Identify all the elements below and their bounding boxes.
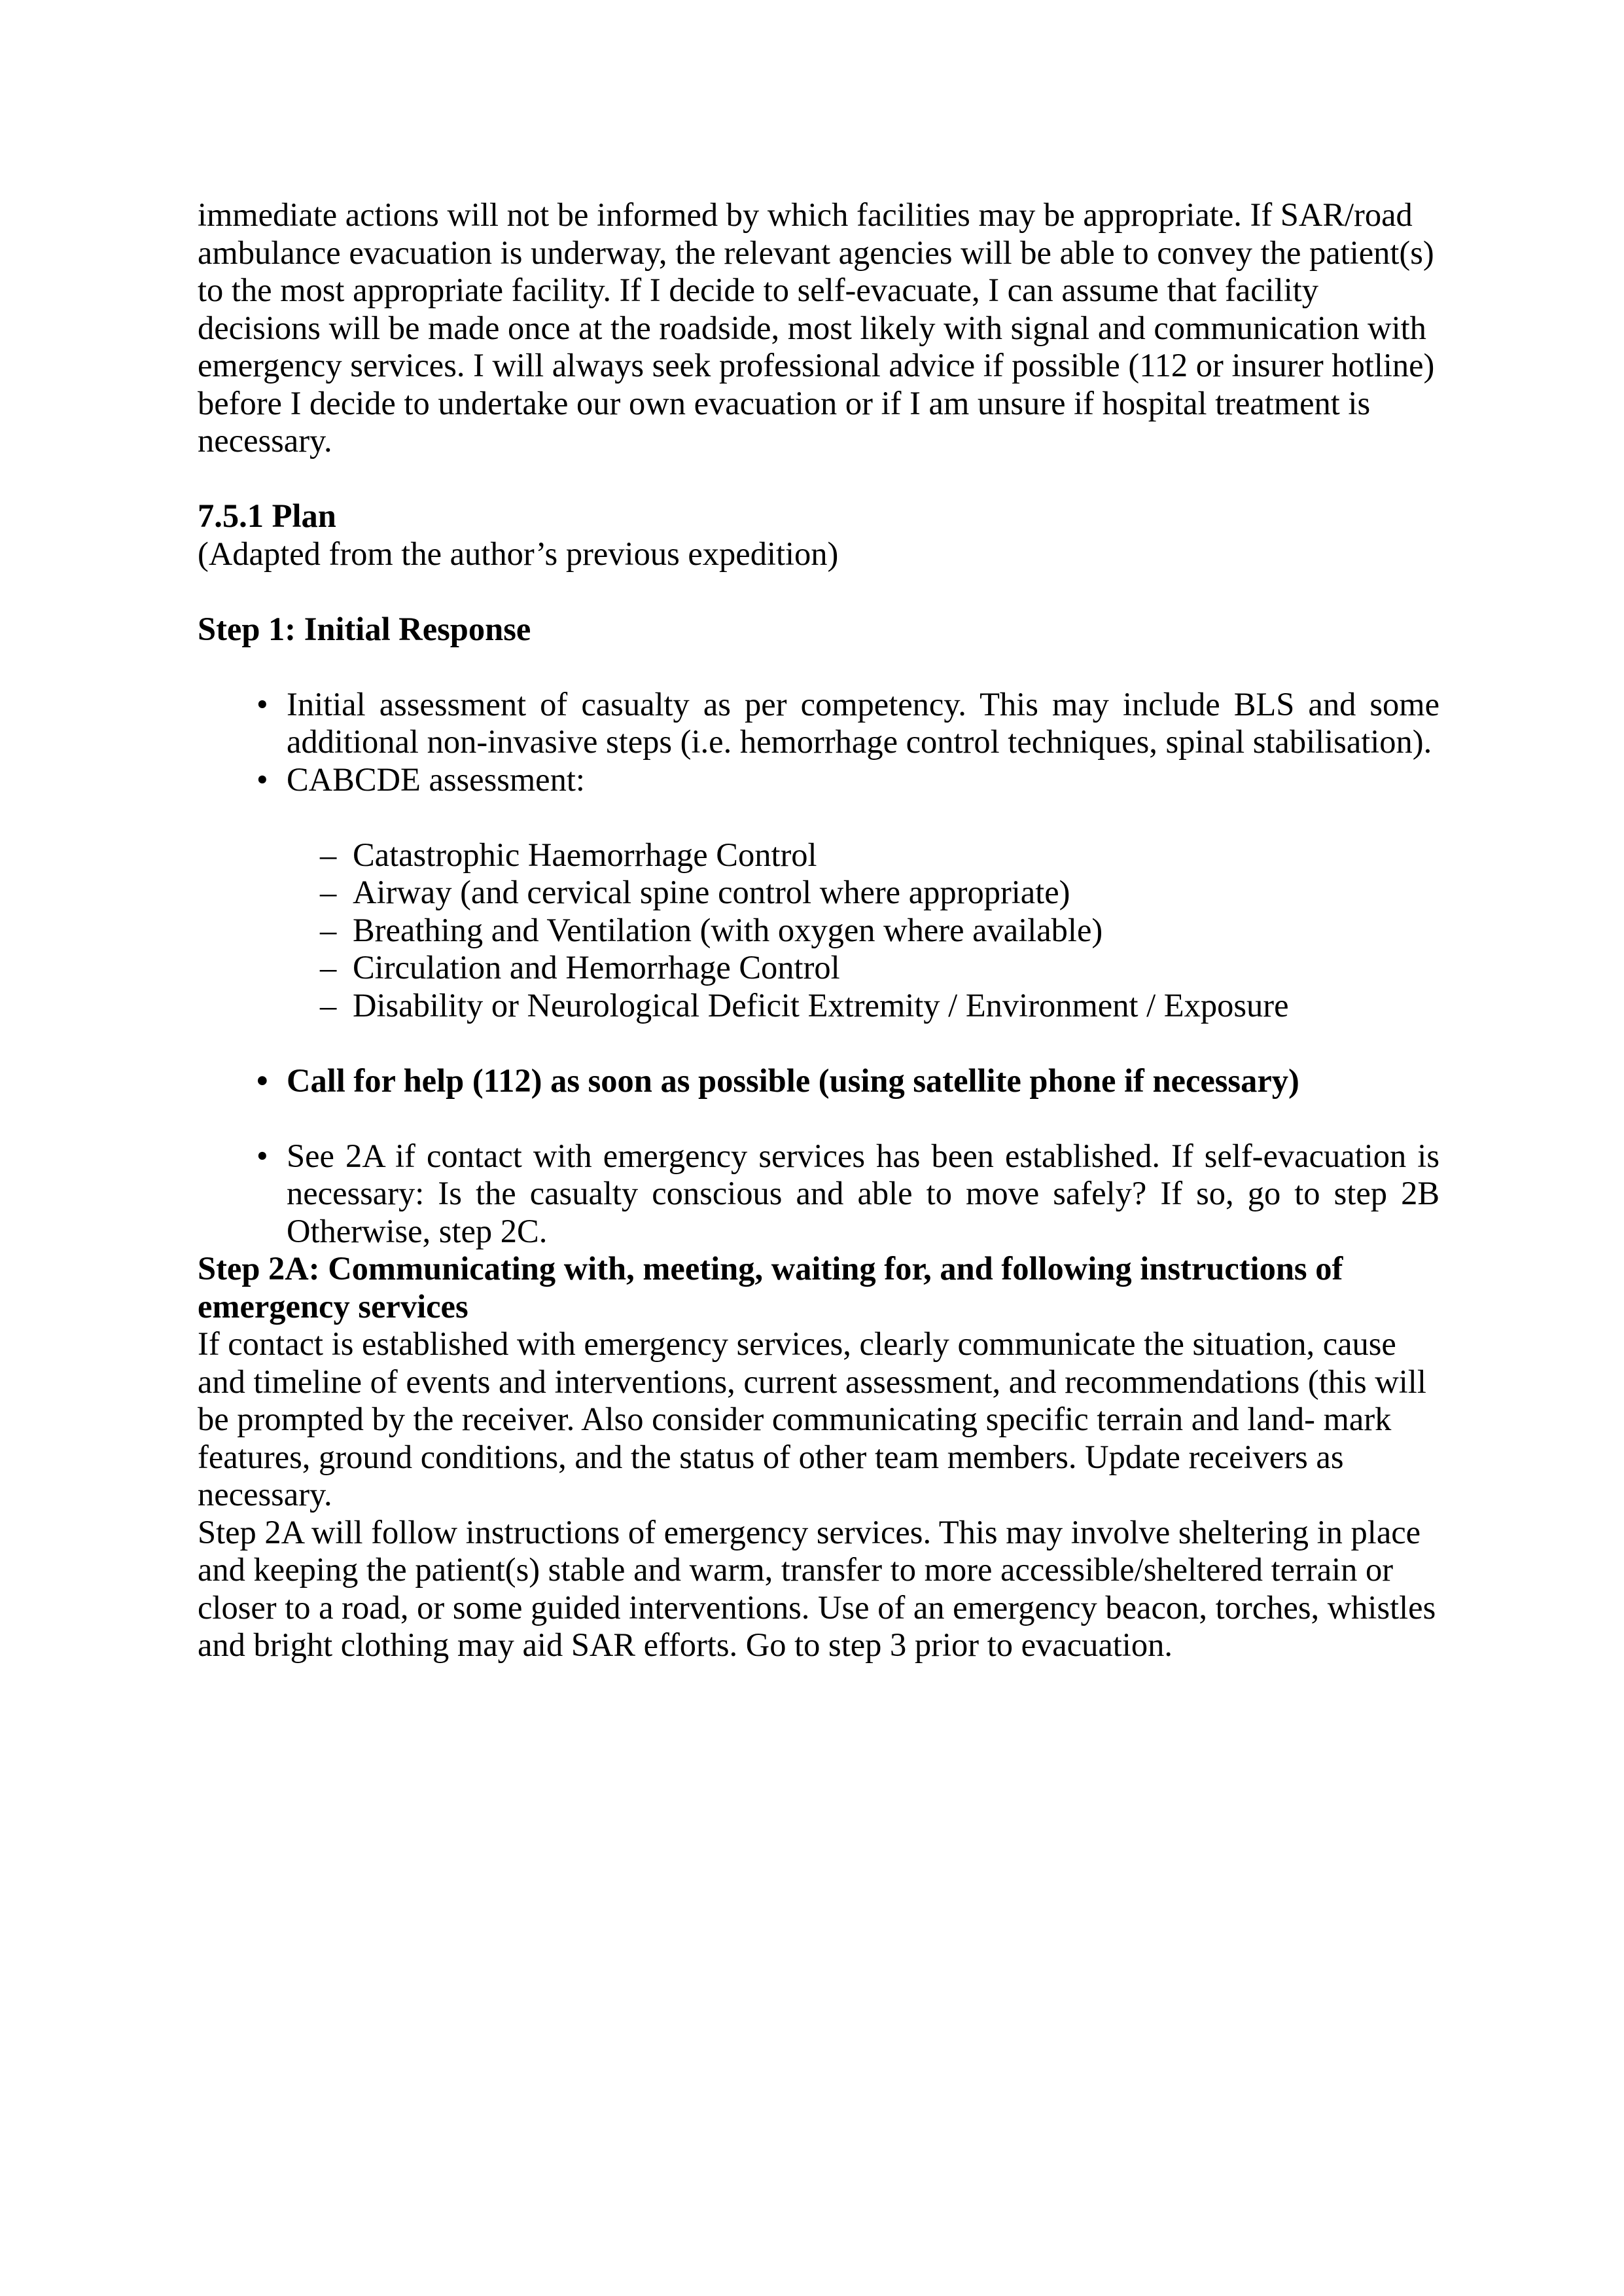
step1-heading: Step 1: Initial Response <box>198 610 531 647</box>
dash-icon: – <box>320 911 337 948</box>
see-2a-list <box>198 1138 1439 1251</box>
bullet-icon: • <box>256 761 268 798</box>
list-item <box>320 874 1439 912</box>
list-item <box>256 761 1439 799</box>
list-item <box>320 986 1439 1025</box>
dash-icon: – <box>320 874 337 910</box>
dash-icon: – <box>320 986 337 1024</box>
list-item-text: Airway (and cervical spine control where appropriate) <box>353 874 1070 910</box>
list-item-text: Initial assessment of casualty as per competency. This may include BLS and some additional non-invasive steps (i.e. hemorrhage control techniques, spinal stabilisation). <box>287 685 1439 760</box>
bullet-icon: • <box>256 1062 268 1099</box>
list-item <box>256 685 1439 761</box>
cabcde-list <box>287 836 1439 1025</box>
spacer <box>198 1024 1439 1062</box>
list-item <box>256 1062 1439 1100</box>
list-item <box>320 949 1439 987</box>
see-2a-text: See 2A if contact with emergency services has been established. If self-evacuation is necessary: Is the casualty conscious and able to move safely? If so, go to step 2B Otherwise, step 2C. <box>287 1137 1439 1249</box>
bullet-icon: • <box>256 685 268 723</box>
section-title: 7.5.1 Plan <box>198 497 336 534</box>
document-page <box>198 196 1439 1664</box>
list-item <box>320 836 1439 874</box>
spacer <box>198 460 1439 498</box>
dash-icon: – <box>320 836 337 873</box>
intro-paragraph: immediate actions will not be informed by which facilities may be appropriate. If SAR/road ambulance evacuation is underway, the relevant agencies will be able to convey the patient(s) to the most appropriate facility. If I decide to self-evacuate, I can assume that facility decisions will be made once at the roadside, most likely with signal and communication with emergency services. I will always seek professional advice if possible (112 or insurer hotline) before I decide to undertake our own evacuation or if I am unsure if hospital treatment is necessary. <box>198 196 1435 459</box>
step2a-heading: Step 2A: Communicating with, meeting, waiting for, and following instructions of emergency services <box>198 1250 1343 1325</box>
list-item-text: Catastrophic Haemorrhage Control <box>353 836 817 873</box>
list-item-text: Circulation and Hemorrhage Control <box>353 949 840 986</box>
step2a-paragraph-1: If contact is established with emergency services, clearly communicate the situation, cause and timeline of events and interventions, current assessment, and recommendations (this will be prompted by the receiver. Also consider communicating specific terrain and land- mark features, ground conditions, and the status of other team members. Update receivers as necessary. <box>198 1325 1426 1513</box>
list-item <box>256 1137 1439 1251</box>
call-for-help-list <box>198 1062 1439 1100</box>
bullet-icon: • <box>256 1137 268 1174</box>
step1-bullet-list <box>198 686 1439 799</box>
list-item-text: Breathing and Ventilation (with oxygen where available) <box>353 911 1103 948</box>
step2a-paragraph-2: Step 2A will follow instructions of emergency services. This may involve sheltering in place and keeping the patient(s) stable and warm, transfer to more accessible/sheltered terrain or closer to a road, or some guided interventions. Use of an emergency beacon, torches, whistles and bright clothing may aid SAR efforts. Go to step 3 prior to evacuation. <box>198 1513 1436 1663</box>
spacer <box>198 648 1439 686</box>
dash-icon: – <box>320 949 337 986</box>
call-for-help-text: Call for help (112) as soon as possible (using satellite phone if necessary) <box>287 1062 1299 1099</box>
spacer <box>198 573 1439 611</box>
spacer <box>198 1100 1439 1138</box>
list-item <box>320 911 1439 950</box>
list-item-text: CABCDE assessment: <box>287 761 585 798</box>
list-item-text: Disability or Neurological Deficit Extremity / Environment / Exposure <box>353 986 1289 1024</box>
section-subtitle: (Adapted from the author’s previous expedition) <box>198 535 839 572</box>
spacer <box>198 798 1439 836</box>
